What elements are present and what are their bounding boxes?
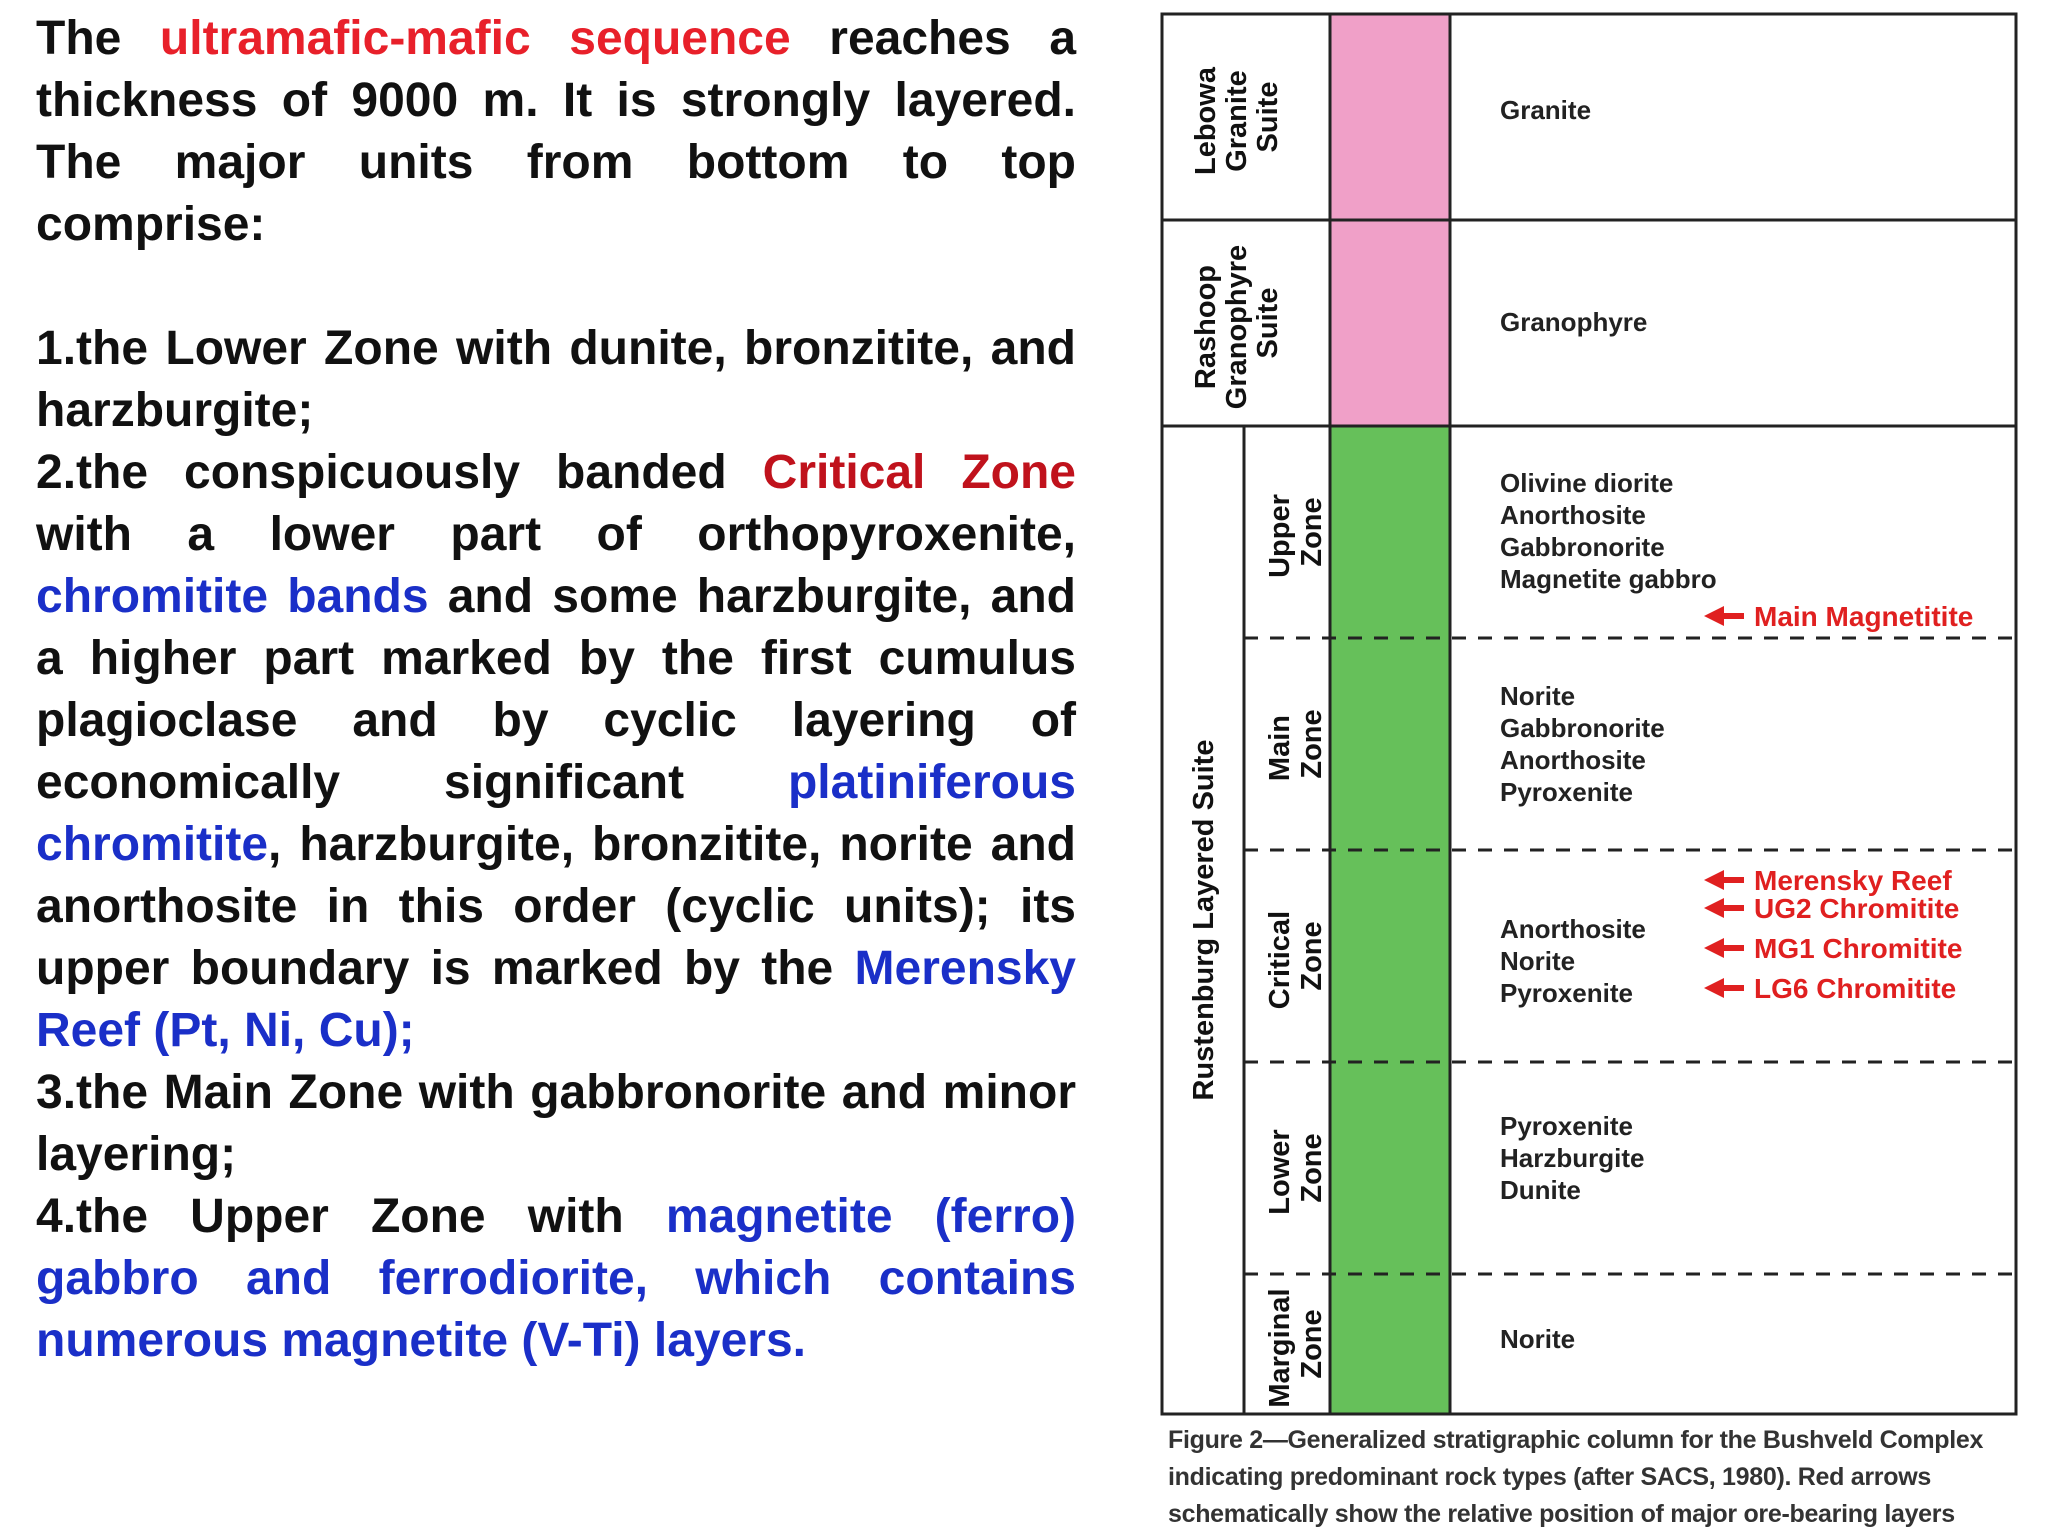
intro-text-start: The xyxy=(36,12,160,65)
list-item-upper-zone xyxy=(36,1186,1076,1372)
critical-zone-rocks: Anorthosite Norite Pyroxenite xyxy=(1500,914,1646,1008)
list-item-lower-zone: 1.the Lower Zone with dunite, bronzitite, and harzburgite; xyxy=(36,322,1076,437)
item2-text-1: 2.the conspicuously banded xyxy=(36,446,763,499)
arrow-ug2-chromitite xyxy=(1704,898,1744,918)
lebowa-suite-label: Lebowa Granite Suite xyxy=(1190,67,1284,176)
critical-zone-label: Critical Zone xyxy=(1264,910,1328,1010)
caption-line-3: schematically show the relative position of major ore-bearing layers xyxy=(1168,1500,1955,1528)
arrow-lg6-chromitite xyxy=(1704,978,1744,998)
ultramafic-mafic-highlight: ultramafic-mafic sequence xyxy=(159,12,791,65)
item2-text-2: with a lower part of orthopyroxenite, xyxy=(36,508,1076,561)
marginal-zone-label: Marginal Zone xyxy=(1264,1288,1328,1408)
upper-zone-label: Upper Zone xyxy=(1264,494,1328,578)
list-item-critical-zone xyxy=(36,442,1076,1062)
main-zone-label: Main Zone xyxy=(1264,709,1328,782)
item2-text-3: and some harzburgite, and a higher part marked by the first cumulus plagioclase and by cyclic layering of economically significant xyxy=(36,570,1077,809)
marginal-zone-rocks: Norite xyxy=(1500,1324,1576,1354)
arrow-merensky-reef xyxy=(1704,870,1744,890)
rustenburg-suite-label: Rustenburg Layered Suite xyxy=(1188,739,1220,1101)
chromitite-bands-highlight: chromitite bands xyxy=(36,570,429,623)
mafic-color-bar xyxy=(1330,426,1450,1414)
figure-caption xyxy=(1168,1422,2028,1533)
list-item-main-zone: 3.the Main Zone with gabbronorite and minor layering; xyxy=(36,1066,1076,1181)
upper-zone-rocks: Olivine diorite Anorthosite Gabbronorite Magnetite gabbro xyxy=(1500,468,1717,594)
merensky-reef-highlight: Merensky Reef (Pt, Ni, Cu); xyxy=(36,942,1076,1057)
ore-label-ug2-chromitite: UG2 Chromitite xyxy=(1754,893,1960,924)
rashoop-suite-label: Rashoop Granophyre Suite xyxy=(1190,244,1284,410)
caption-line-2: indicating predominant rock types (after SACS, 1980). Red arrows xyxy=(1168,1463,1931,1491)
lower-zone-label: Lower Zone xyxy=(1264,1129,1328,1215)
platiniferous-chromitite-highlight: platiniferous chromitite xyxy=(36,756,1076,871)
item4-text-1: 4.the Upper Zone with xyxy=(36,1190,666,1243)
ore-label-lg6-chromitite: LG6 Chromitite xyxy=(1754,973,1957,1004)
stratigraphic-column xyxy=(1160,8,2020,1420)
caption-line-1: Figure 2—Generalized stratigraphic column for the Bushveld Complex xyxy=(1168,1426,1984,1454)
magnetite-gabbro-highlight: magnetite (ferro) gabbro and ferrodiorite, which contains numerous magnetite (V-Ti) layers. xyxy=(36,1190,1077,1367)
ore-label-main-magnetitite: Main Magnetitite xyxy=(1754,601,1974,632)
arrow-mg1-chromitite xyxy=(1704,938,1744,958)
ore-label-merensky-reef: Merensky Reef xyxy=(1754,865,1952,896)
stratigraphic-column-svg xyxy=(1160,8,2020,1420)
lower-zone-rocks: Pyroxenite Harzburgite Dunite xyxy=(1500,1111,1645,1205)
main-zone-rocks: Norite Gabbronorite Anorthosite Pyroxenite xyxy=(1500,681,1665,807)
ore-label-mg1-chromitite: MG1 Chromitite xyxy=(1754,933,1963,964)
rock-label-granophyre: Granophyre xyxy=(1500,307,1648,337)
ore-arrows xyxy=(1704,606,1744,998)
rock-label-granite: Granite xyxy=(1500,95,1592,125)
intro-paragraph xyxy=(36,8,1076,256)
intro-text-end: reaches a thickness of 9000 m. It is strongly layered. The major units from bottom to top comprise: xyxy=(36,12,1077,251)
critical-zone-highlight: Critical Zone xyxy=(762,446,1076,499)
arrow-main-magnetitite xyxy=(1704,606,1744,626)
item2-text-4: , harzburgite, bronzitite, norite and anorthosite in this order (cyclic units); its upper boundary is marked by the xyxy=(36,818,1076,995)
